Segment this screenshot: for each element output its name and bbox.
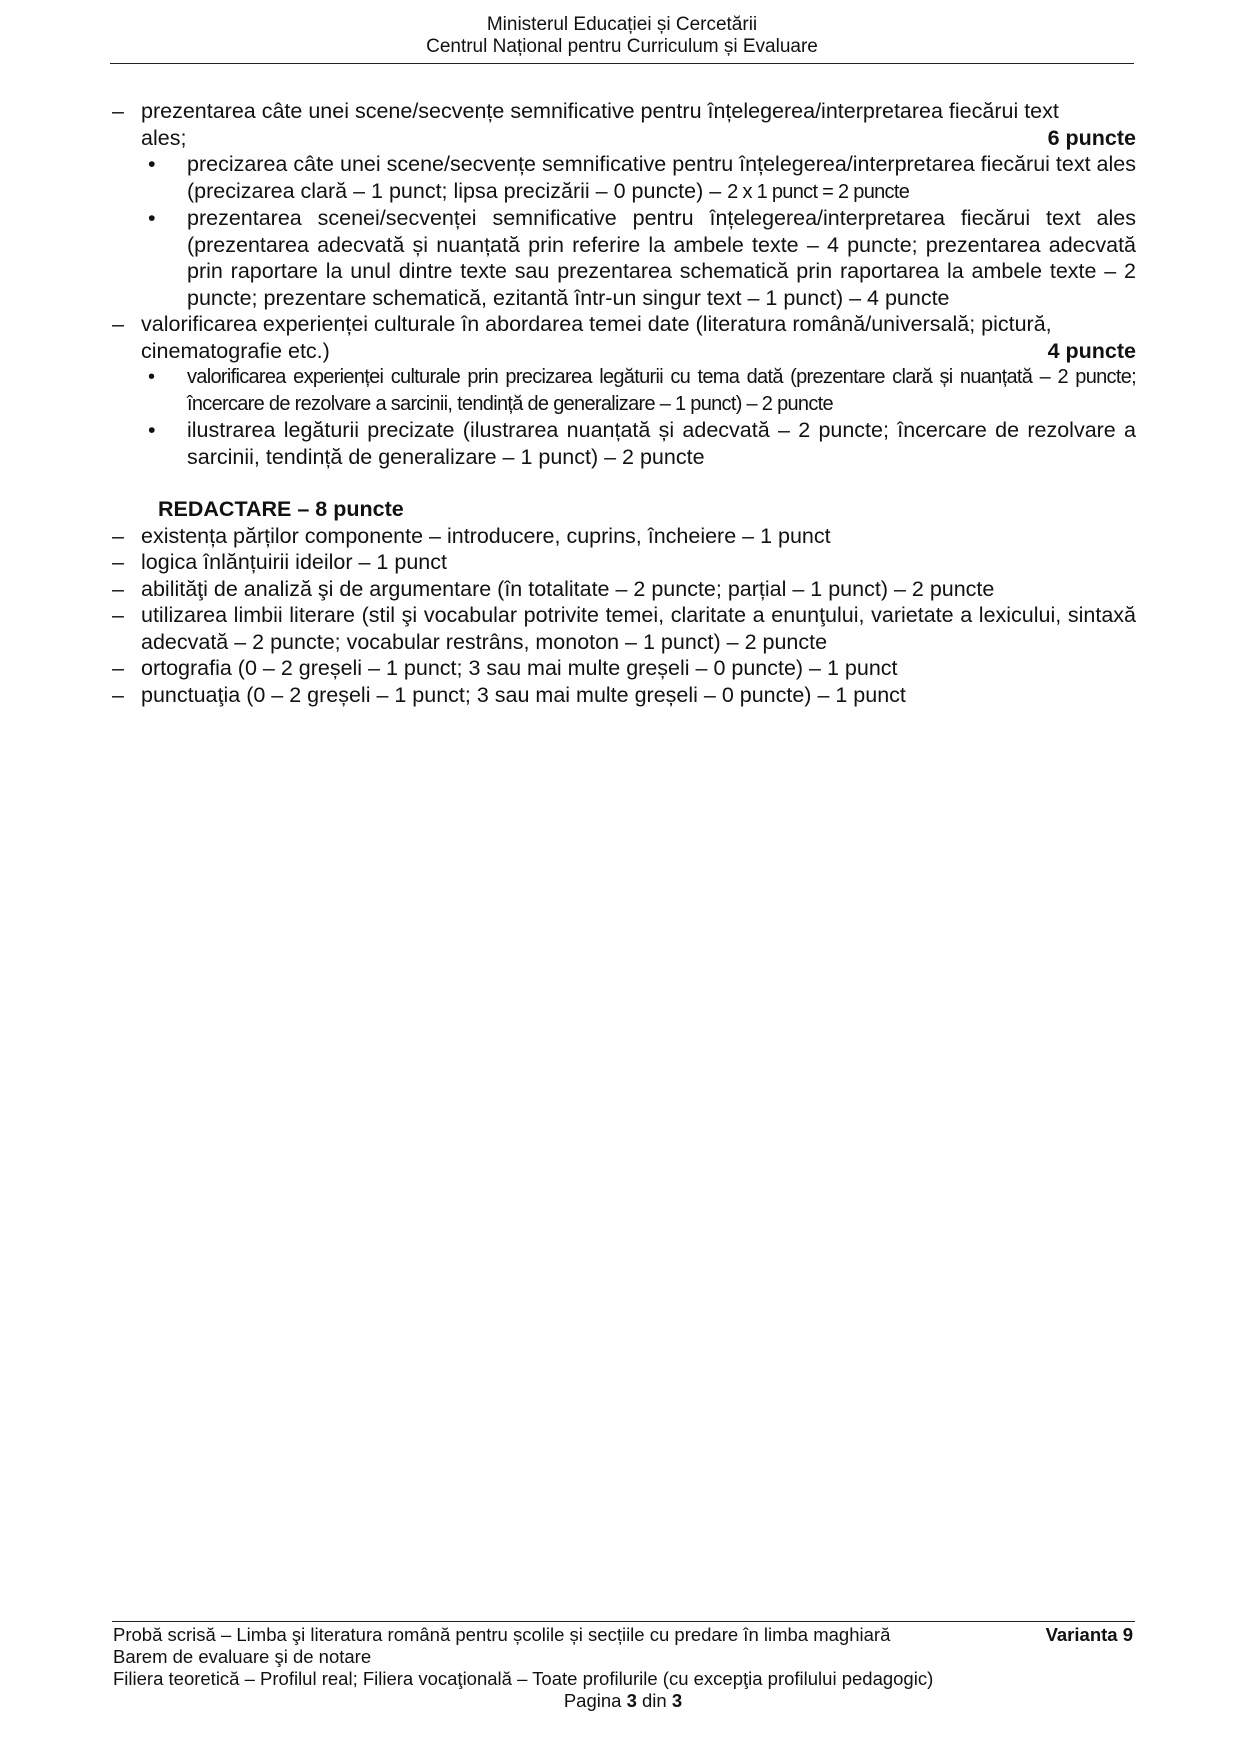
- sub-item-scene-2: [110, 205, 1136, 311]
- footer-barem: Barem de evaluare şi de notare: [113, 1646, 372, 1667]
- dash-marker: –: [112, 576, 124, 601]
- list-item: [110, 655, 1136, 682]
- dash-marker: –: [112, 656, 124, 680]
- document-body: [110, 98, 1136, 708]
- sub-item-text: prezentarea scenei/secvenței semnificative pentru înțelegerea/interpretarea fiecărui text ales (prezentarea adecvată și nuanțată prin referire la ambele texte – 4 puncte; prezentarea adecvată prin raportare la unul dintre texte sau prezentarea schematică prin raportarea la ambele texte – 2 puncte; prezentare schematică, ezitantă într-un singur text – 1 punct) – 4 puncte: [187, 206, 1136, 310]
- section-title-redactare: REDACTARE – 8 puncte: [158, 497, 404, 521]
- page-footer: [113, 1624, 1133, 1712]
- header-center: Centrul Național pentru Curriculum și Evaluare: [426, 36, 818, 57]
- footer-profile: Filiera teoretică – Profilul real; Filiera vocaţională – Toate profilurile (cu excepţia profilului pedagogic): [113, 1668, 934, 1689]
- item-text: abilităţi de analiză şi de argumentare (în totalitate – 2 puncte; parțial – 1 punct) – 2 puncte: [141, 576, 995, 601]
- dash-marker: –: [112, 312, 124, 336]
- sub-item-text: ilustrarea legăturii precizate (ilustrarea nuanțată și adecvată – 2 puncte; încercare de rezolvare a sarcinii, tendință de generalizare – 1 punct) – 2 puncte: [187, 418, 1136, 469]
- item-text: punctuaţia (0 – 2 greșeli – 1 punct; 3 sau mai multe greșeli – 0 puncte) – 1 punct: [141, 682, 906, 707]
- item-text-line1: valorificarea experienței culturale în abordarea temei date (literatura română/universală; pictură,: [141, 312, 1052, 336]
- sub-item-cultural-2: [110, 417, 1136, 470]
- sub-item-scene-1: [110, 151, 1136, 205]
- item-text: logica înlănțuirii ideilor – 1 punct: [141, 550, 447, 574]
- item-text: existența părților componente – introducere, cuprins, încheiere – 1 punct: [141, 523, 831, 548]
- page-header: [110, 14, 1134, 58]
- item-text: utilizarea limbii literare (stil şi vocabular potrivite temei, claritate a enunţului, varietate a lexicului, sintaxă adecvată – 2 puncte; vocabular restrâns, monoton – 1 punct) – 2 puncte: [141, 603, 1136, 654]
- footer-divider: [112, 1621, 1135, 1622]
- list-item: [110, 523, 1136, 550]
- sub-item-cultural-1: [110, 364, 1136, 417]
- bullet-marker: •: [148, 206, 156, 230]
- header-ministry: Ministerul Educației și Cercetării: [486, 14, 758, 35]
- list-item: [110, 549, 1136, 576]
- bullet-marker: •: [148, 152, 156, 176]
- points-label: 4 puncte: [1047, 338, 1136, 363]
- list-item: [110, 576, 1136, 603]
- bullet-marker: •: [148, 366, 155, 388]
- bullet-marker: •: [148, 418, 156, 442]
- page-separator: din: [642, 1690, 667, 1711]
- item-text-line2: ales;: [141, 125, 187, 150]
- sub-item-score: 2 x 1 punct = 2 puncte: [727, 180, 910, 203]
- dash-marker: –: [112, 99, 124, 123]
- dash-marker: –: [112, 603, 124, 627]
- list-item-scene: [110, 98, 1136, 151]
- sub-item-text: valorificarea experienței culturale prin precizarea legăturii cu tema dată (prezentare clară și nuanțată – 2 puncte; încercare de rezolvare a sarcinii, tendință de generalizare – 1 punct) – 2 puncte: [187, 366, 1136, 415]
- sub-item-text: precizarea câte unei scene/secvențe semnificative pentru înțelegerea/interpretarea fiecărui text ales (precizarea clară – 1 punct; lipsa precizării – 0 puncte) –: [187, 152, 1136, 203]
- page-number: [113, 1690, 1133, 1712]
- footer-variant: Varianta 9: [1045, 1624, 1133, 1645]
- dash-marker: –: [112, 682, 124, 707]
- page-total: 3: [671, 1690, 683, 1711]
- page-prefix: Pagina: [563, 1690, 622, 1711]
- dash-marker: –: [112, 550, 124, 574]
- list-item-cultural: [110, 311, 1136, 364]
- page-current: 3: [626, 1690, 637, 1711]
- item-text-line2: cinematografie etc.): [141, 338, 330, 363]
- header-divider: [110, 63, 1134, 64]
- points-label: 6 puncte: [1047, 125, 1136, 150]
- footer-exam-title: Probă scrisă – Limba şi literatura română pentru școlile și secțiile cu predare în limba maghiară: [113, 1624, 891, 1645]
- list-item: [110, 602, 1136, 655]
- item-text: ortografia (0 – 2 greșeli – 1 punct; 3 sau mai multe greșeli – 0 puncte) – 1 punct: [141, 656, 898, 680]
- list-item: [110, 682, 1136, 709]
- dash-marker: –: [112, 523, 124, 548]
- item-text-line1: prezentarea câte unei scene/secvențe semnificative pentru înțelegerea/interpretarea fiecărui text: [141, 99, 1059, 123]
